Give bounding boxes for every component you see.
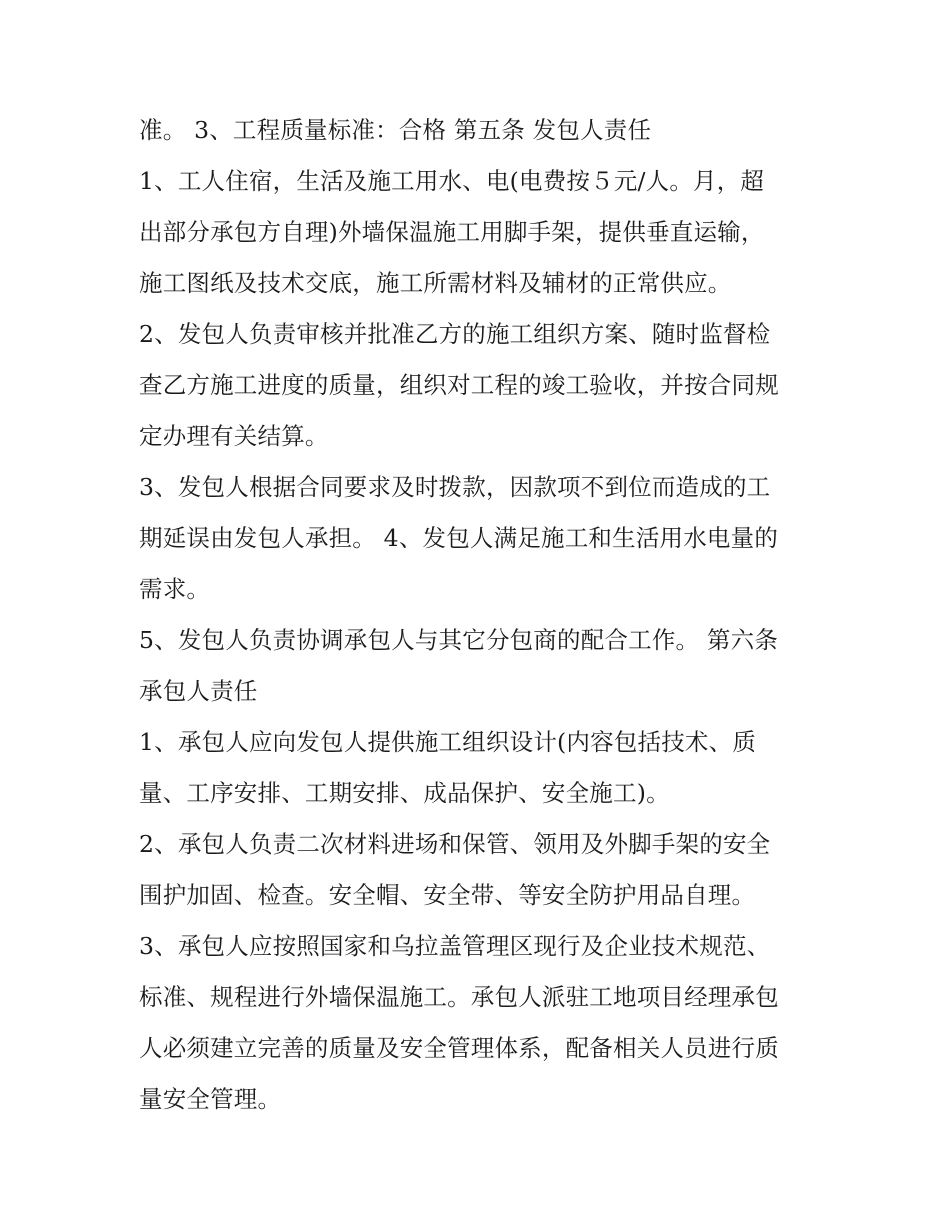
text-line: 准。 3、工程质量标准：合格 第五条 发包人责任 bbox=[139, 116, 652, 144]
text-line: 出部分承包方自理)外墙保温施工用脚手架，提供垂直运输， bbox=[139, 218, 765, 246]
text-line: 围护加固、检查。安全帽、安全带、等安全防护用品自理。 bbox=[139, 881, 756, 909]
text-line: 查乙方施工进度的质量，组织对工程的竣工验收，并按合同规 bbox=[139, 371, 779, 399]
text-line: 定办理有关结算。 bbox=[139, 422, 329, 450]
text-line: 3、发包人根据合同要求及时拨款，因款项不到位而造成的工 bbox=[139, 473, 771, 501]
text-line: 5、发包人负责协调承包人与其它分包商的配合工作。 第六条 bbox=[139, 626, 779, 654]
text-line: 量、工序安排、工期安排、成品保护、安全施工)。 bbox=[139, 779, 670, 807]
text-line: 1、工人住宿，生活及施工用水、电(电费按５元/人。月，超 bbox=[139, 167, 765, 195]
text-line: 承包人责任 bbox=[139, 677, 258, 705]
text-line: 需求。 bbox=[139, 575, 211, 603]
text-line: 1、承包人应向发包人提供施工组织设计(内容包括技术、质 bbox=[139, 728, 757, 756]
text-line: 量安全管理。 bbox=[139, 1085, 282, 1113]
text-line: 3、承包人应按照国家和乌拉盖管理区现行及企业技术规范、 bbox=[139, 932, 771, 960]
text-line: 期延误由发包人承担。 4、发包人满足施工和生活用水电量的 bbox=[139, 524, 779, 552]
document-body bbox=[139, 105, 819, 1125]
text-line: 2、发包人负责审核并批准乙方的施工组织方案、随时监督检 bbox=[139, 320, 771, 348]
text-line: 2、承包人负责二次材料进场和保管、领用及外脚手架的安全 bbox=[139, 830, 771, 858]
text-line: 施工图纸及技术交底，施工所需材料及辅材的正常供应。 bbox=[139, 269, 732, 297]
text-line: 标准、规程进行外墙保温施工。承包人派驻工地项目经理承包 bbox=[139, 983, 779, 1011]
text-line: 人必须建立完善的质量及安全管理体系，配备相关人员进行质 bbox=[139, 1034, 779, 1062]
